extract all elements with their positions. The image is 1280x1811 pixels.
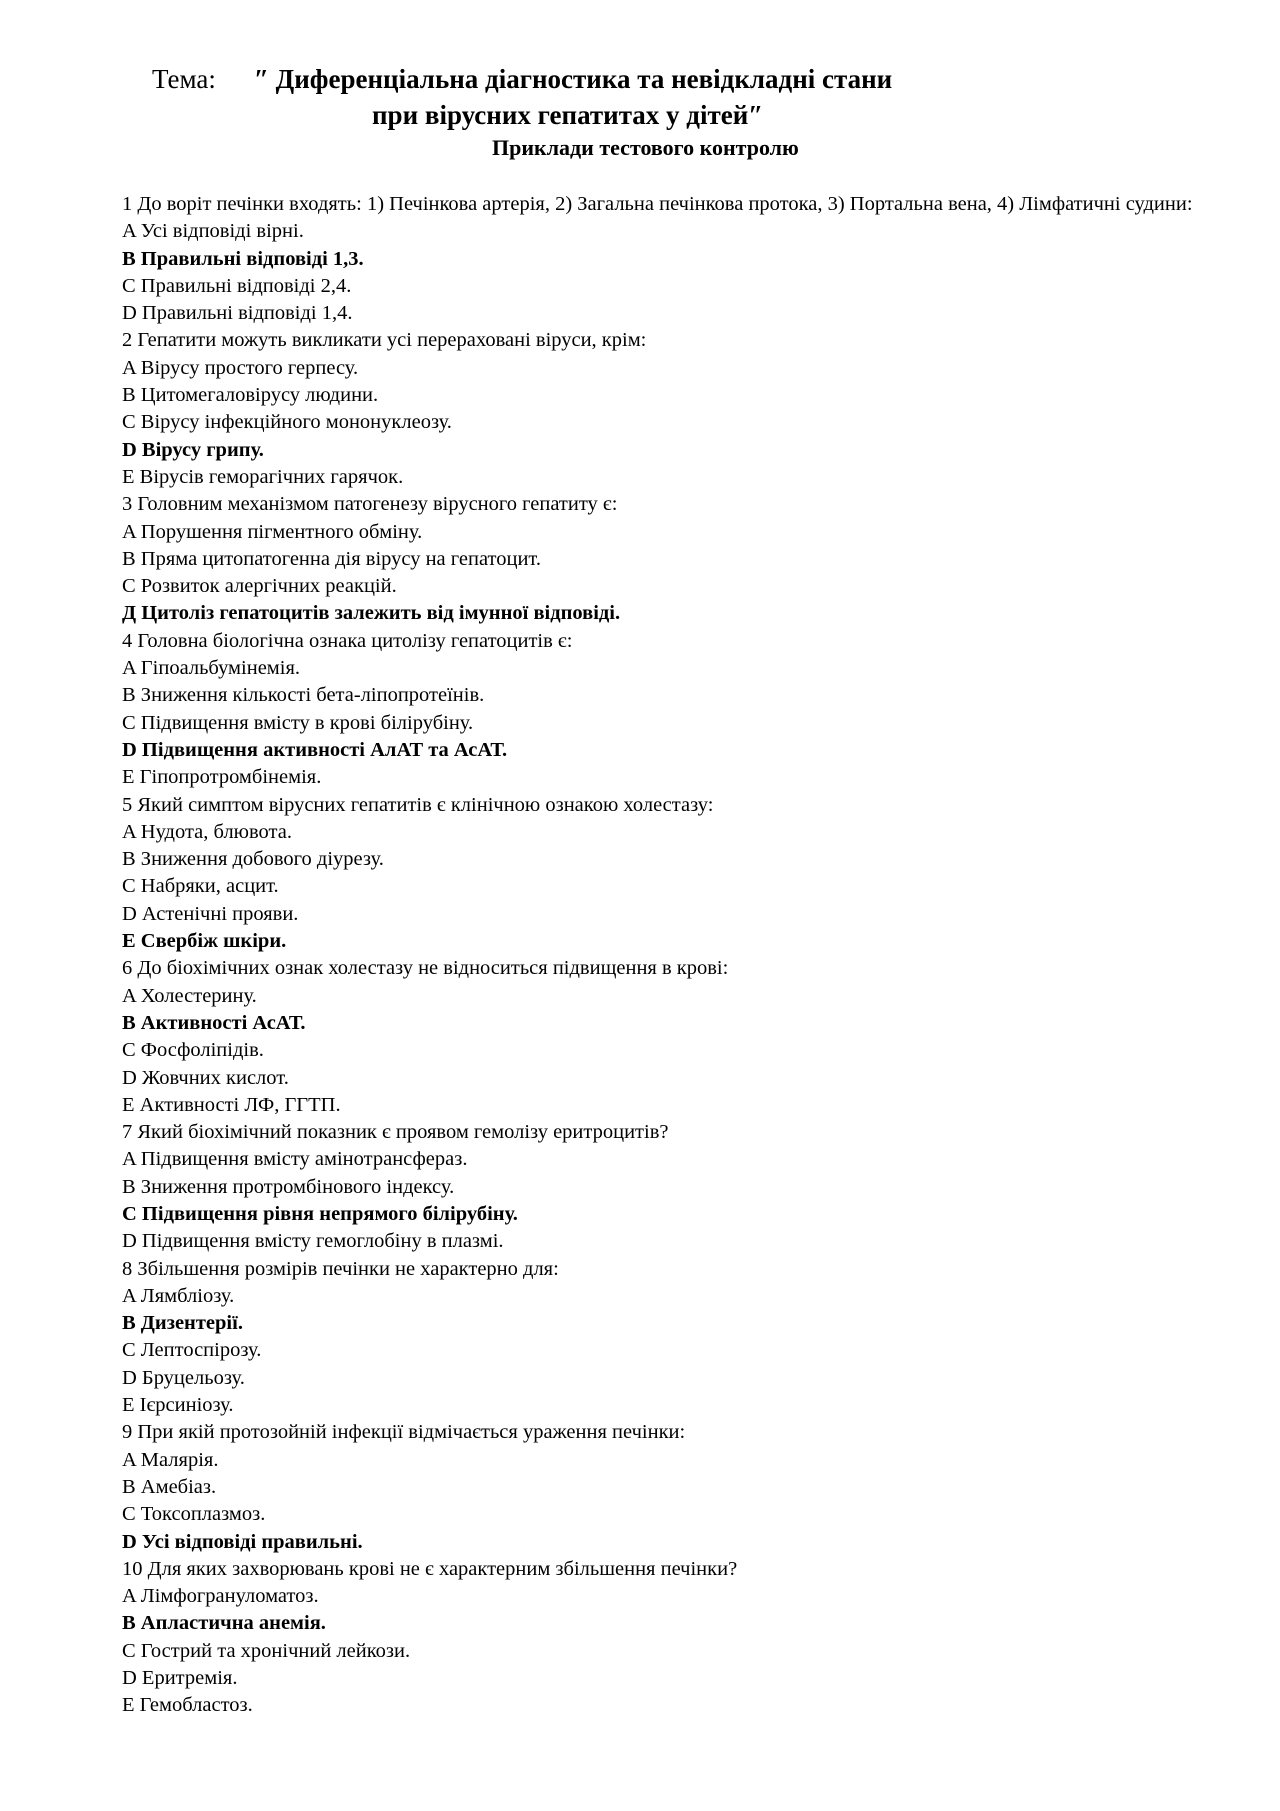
text-line: E Вірусів геморагічних гарячок.: [122, 465, 404, 488]
text-line: A Порушення пігментного обміну.: [122, 520, 423, 543]
text-line: A Холестерину.: [122, 984, 257, 1007]
text-line: A Нудота, блювота.: [122, 820, 292, 843]
correct-answer-line: B Правильні відповіді 1,3.: [122, 247, 364, 270]
correct-answer-line: C Підвищення рівня непрямого білірубіну.: [122, 1202, 518, 1225]
text-line: E Гіпопротромбінемія.: [122, 766, 322, 789]
test-questions-list: [122, 191, 1222, 1720]
text-line: C Правильні відповіді 2,4.: [122, 274, 352, 297]
topic-label: Тема:: [152, 64, 216, 94]
text-line: 9 При якій протозойній інфекції відмічається ураження печінки:: [122, 1421, 686, 1444]
text-line: D Правильні відповіді 1,4.: [122, 302, 353, 325]
text-line: A Усі відповіді вірні.: [122, 220, 304, 243]
text-line: A Підвищення вмісту амінотрансфераз.: [122, 1148, 468, 1171]
text-line: 7 Який біохімічний показник є проявом гемолізу еритроцитів?: [122, 1121, 669, 1144]
text-line: B Амебіаз.: [122, 1475, 217, 1498]
text-line: E Ієрсиніозу.: [122, 1394, 234, 1417]
text-line: D Еритремія.: [122, 1667, 238, 1690]
text-line: E Активності ЛФ, ГГТП.: [122, 1093, 341, 1116]
text-line: 3 Головним механізмом патогенезу вірусного гепатиту є:: [122, 493, 618, 516]
correct-answer-line: D Вірусу грипу.: [122, 438, 264, 461]
correct-answer-line: B Дизентерії.: [122, 1312, 243, 1335]
title-text-1: ″ Диференціальна діагностика та невідкладні стани: [254, 64, 893, 94]
text-line: C Набряки, асцит.: [122, 875, 279, 898]
text-line: A Малярія.: [122, 1448, 219, 1471]
text-line: B Пряма цитопатогенна дія вірусу на гепатоцит.: [122, 547, 541, 570]
text-line: C Лептоспірозу.: [122, 1339, 262, 1362]
section-subtitle: Приклади тестового контролю: [492, 135, 799, 160]
text-line: C Токсоплазмоз.: [122, 1503, 266, 1526]
text-line: 8 Збільшення розмірів печінки не характерно для:: [122, 1257, 559, 1280]
text-line: C Підвищення вмісту в крові білірубіну.: [122, 711, 474, 734]
text-line: D Жовчних кислот.: [122, 1066, 289, 1089]
page-title-line-1: [152, 62, 892, 96]
text-line: 1 До воріт печінки входять: 1) Печінкова артерія, 2) Загальна печінкова протока, 3) Портальна вена, 4) Лімфатичні судини:: [122, 193, 1193, 215]
text-line: 10 Для яких захворювань крові не є характерним збільшення печінки?: [122, 1557, 738, 1580]
text-line: D Астенічні прояви.: [122, 902, 299, 925]
text-line: B Цитомегаловірусу людини.: [122, 384, 379, 407]
correct-answer-line: D Підвищення активності АлАТ та АсАТ.: [122, 738, 508, 761]
correct-answer-line: D Усі відповіді правильні.: [122, 1530, 363, 1553]
text-line: A Лямбліозу.: [122, 1284, 235, 1307]
text-line: 6 До біохімічних ознак холестазу не відноситься підвищення в крові:: [122, 957, 729, 980]
text-line: A Вірусу простого герпесу.: [122, 356, 359, 379]
text-line: B Зниження добового діурезу.: [122, 848, 384, 871]
text-line: C Гострий та хронічний лейкози.: [122, 1639, 411, 1662]
text-line: C Вірусу інфекційного мононуклеозу.: [122, 411, 452, 434]
correct-answer-line: E Свербіж шкіри.: [122, 930, 287, 953]
text-line: 5 Який симптом вірусних гепатитів є клінічною ознакою холестазу:: [122, 793, 714, 816]
page-title-line-2: при вірусних гепатитах у дітей″: [372, 100, 764, 130]
correct-answer-line: Д Цитоліз гепатоцитів залежить від імунної відповіді.: [122, 602, 621, 625]
text-line: A Гіпоальбумінемія.: [122, 657, 301, 680]
text-line: B Зниження кількості бета-ліпопротеїнів.: [122, 684, 485, 707]
text-line: E Гемобластоз.: [122, 1694, 253, 1717]
text-line: B Зниження протромбінового індексу.: [122, 1175, 455, 1198]
text-line: A Лімфогрануломатоз.: [122, 1585, 319, 1608]
text-line: D Бруцельозу.: [122, 1366, 245, 1389]
text-line: C Фосфоліпідів.: [122, 1039, 264, 1062]
correct-answer-line: B Активності АсАТ.: [122, 1011, 306, 1034]
text-line: C Розвиток алергічних реакцій.: [122, 575, 397, 598]
text-line: D Підвищення вмісту гемоглобіну в плазмі.: [122, 1230, 504, 1253]
correct-answer-line: B Апластична анемія.: [122, 1612, 326, 1635]
text-line: 4 Головна біологічна ознака цитолізу гепатоцитів є:: [122, 629, 573, 652]
text-line: 2 Гепатити можуть викликати усі перераховані віруси, крім:: [122, 329, 647, 352]
